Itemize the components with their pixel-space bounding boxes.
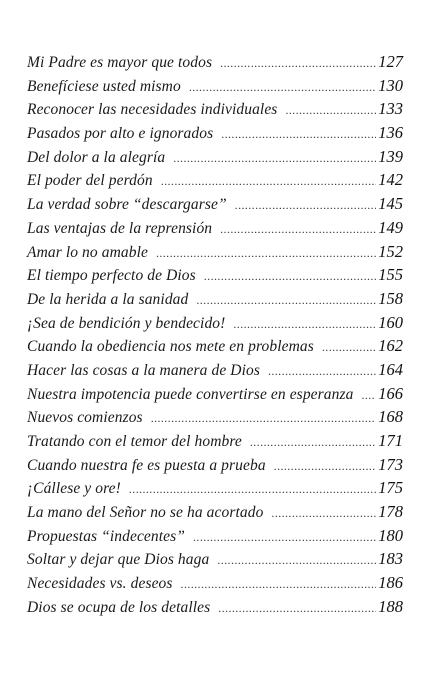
toc-page-number: 175 [378, 478, 403, 498]
dot-leader [274, 459, 377, 474]
toc-page-number: 136 [378, 123, 403, 143]
toc-entry [27, 170, 403, 194]
toc-entry [27, 478, 403, 502]
dot-leader [220, 56, 376, 71]
dot-leader [193, 530, 376, 545]
toc-entry-title: Cuando nuestra fe es puesta a prueba [27, 456, 266, 474]
dot-leader [218, 601, 376, 616]
toc-entry [27, 597, 403, 621]
toc-page-number: 155 [378, 265, 403, 285]
toc-entry-title: Necesidades vs. deseos [27, 575, 173, 593]
toc-page-number: 152 [378, 241, 403, 261]
toc-entry [27, 242, 403, 266]
dot-leader [217, 553, 376, 568]
dot-leader [268, 364, 376, 379]
toc-page-number: 139 [378, 146, 403, 166]
toc-entry-title: Las ventajas de la reprensión [27, 219, 213, 237]
toc-entry [27, 289, 403, 313]
toc-entry [27, 384, 403, 408]
toc-entry [27, 313, 403, 337]
dot-leader [250, 435, 376, 450]
toc-entry [27, 76, 403, 100]
toc-entry-title: La mano del Señor no se ha acortado [27, 504, 264, 522]
toc-entry [27, 52, 403, 76]
toc-page-number: 173 [378, 454, 403, 474]
dot-leader [233, 317, 376, 332]
toc-entry-title: El poder del perdón [27, 172, 153, 190]
toc-page-number: 164 [378, 359, 403, 379]
toc-page-number: 158 [378, 288, 403, 308]
toc-page-number: 133 [378, 99, 403, 119]
dot-leader [204, 269, 376, 284]
toc-page-number: 160 [378, 312, 403, 332]
toc-page-number: 149 [378, 217, 403, 237]
toc-entry-title: Del dolor a la alegría [27, 148, 166, 166]
toc-entry [27, 431, 403, 455]
toc-entry [27, 336, 403, 360]
toc-page-number: 180 [378, 525, 403, 545]
toc-entry [27, 360, 403, 384]
toc-entry-title: Dios se ocupa de los detalles [27, 598, 211, 616]
toc-entry-title: Mi Padre es mayor que todos [27, 54, 213, 71]
toc-entry-title: Amar lo no amable [27, 243, 148, 261]
toc-entry [27, 194, 403, 218]
dot-leader [235, 198, 377, 213]
toc-entry-title: Hacer las cosas a la manera de Dios [27, 361, 260, 379]
dot-leader [221, 127, 376, 142]
toc-entry-title: Pasados por alto e ignorados [27, 125, 214, 143]
dot-leader [220, 222, 376, 237]
toc-entry [27, 526, 403, 550]
toc-page-number: 162 [378, 336, 403, 356]
toc-entry [27, 455, 403, 479]
toc-entry-title: Soltar y dejar que Dios haga [27, 551, 210, 569]
dot-leader [173, 151, 376, 166]
dot-leader [156, 246, 376, 261]
dot-leader [129, 482, 376, 497]
toc-entry-title: Benefíciese usted mismo [27, 77, 181, 95]
toc-entry-title: ¡Cállese y ore! [27, 480, 121, 498]
toc-entry-title: La verdad sobre “descargarse” [27, 196, 227, 214]
toc-page-number: 127 [378, 52, 403, 71]
dot-leader [161, 174, 377, 189]
toc-entry [27, 549, 403, 573]
toc-entry [27, 99, 403, 123]
toc-entry [27, 218, 403, 242]
toc-entry [27, 573, 403, 597]
toc-page-number: 188 [378, 596, 403, 616]
toc-entry-title: ¡Sea de bendición y bendecido! [27, 314, 226, 332]
toc-entry-title: Cuando la obediencia nos mete en problemas [27, 338, 314, 356]
toc-page-number: 168 [378, 407, 403, 427]
toc-entry [27, 407, 403, 431]
dot-leader [285, 103, 376, 118]
dot-leader [361, 388, 376, 403]
dot-leader [271, 506, 376, 521]
toc-page-number: 130 [378, 75, 403, 95]
toc-page-number: 166 [378, 383, 403, 403]
dot-leader [181, 577, 377, 592]
toc-entry-title: Nuevos comienzos [27, 409, 143, 427]
toc-entry [27, 147, 403, 171]
toc-page-number: 186 [378, 573, 403, 593]
toc-entry-title: Reconocer las necesidades individuales [27, 101, 278, 119]
dot-leader [151, 411, 377, 426]
dot-leader [196, 293, 376, 308]
toc-entry-title: Propuestas “indecentes” [27, 527, 186, 545]
toc-entry-title: Nuestra impotencia puede convertirse en esperanza [27, 385, 354, 403]
toc-entry [27, 502, 403, 526]
toc-entry-title: Tratando con el temor del hombre [27, 433, 242, 450]
toc-page-number: 142 [378, 170, 403, 190]
toc-entry-title: El tiempo perfecto de Dios [27, 267, 196, 285]
toc-entry [27, 123, 403, 147]
dot-leader [322, 340, 376, 355]
toc-entry [27, 265, 403, 289]
table-of-contents [27, 52, 403, 621]
toc-entry-title: De la herida a la sanidad [27, 290, 189, 308]
toc-page-number: 183 [378, 549, 403, 569]
dot-leader [189, 80, 376, 95]
toc-page-number: 145 [378, 194, 403, 214]
toc-page-number: 178 [378, 502, 403, 522]
toc-page-number: 171 [378, 431, 403, 450]
